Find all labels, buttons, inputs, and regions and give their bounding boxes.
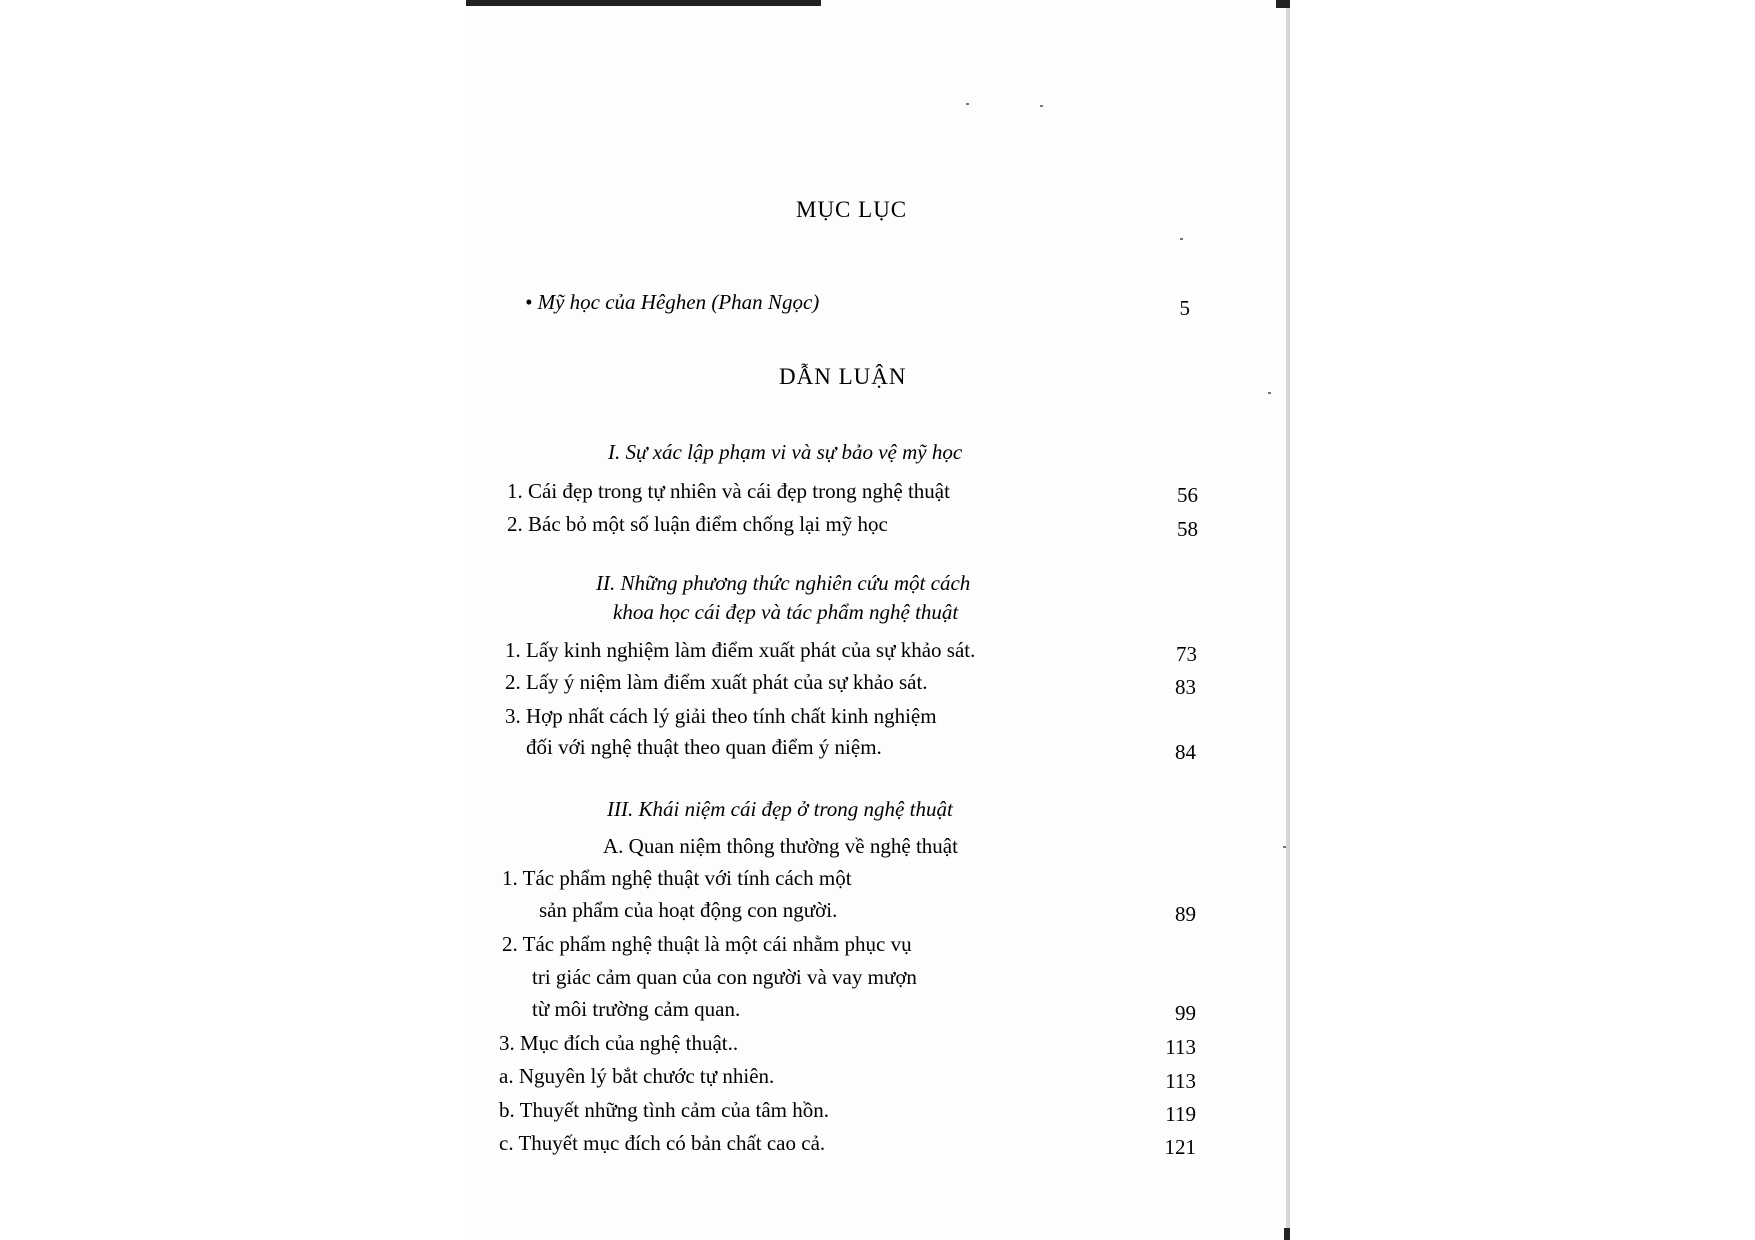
section-heading: khoa học cái đẹp và tác phẩm nghệ thuật [613, 600, 959, 624]
scan-speck [1180, 238, 1183, 240]
toc-entry: 2. Lấy ý niệm làm điểm xuất phát của sự khảo sát. [505, 670, 928, 694]
toc-page-number: 121 [1164, 1135, 1196, 1159]
toc-entry: 2. Tác phẩm nghệ thuật là một cái nhằm phục vụ [502, 932, 912, 956]
toc-entry-continuation: từ môi trường cảm quan. [532, 997, 741, 1021]
subsection-heading: A. Quan niệm thông thường về nghệ thuật [603, 834, 958, 858]
toc-page-number: 99 [1175, 1001, 1196, 1025]
toc-entry: 3. Hợp nhất cách lý giải theo tính chất kinh nghiệm [505, 704, 937, 728]
toc-entry: b. Thuyết những tình cảm của tâm hồn. [499, 1098, 830, 1122]
toc-page-number: 84 [1175, 740, 1196, 764]
toc-page-number: 113 [1165, 1069, 1196, 1093]
scan-speck [1283, 846, 1286, 848]
toc-entry: c. Thuyết mục đích có bản chất cao cả. [499, 1131, 826, 1155]
toc-intro-entry: • Mỹ học của Hêghen (Phan Ngọc) [525, 290, 820, 314]
part-title: DẪN LUẬN [779, 364, 907, 389]
toc-page-number: 73 [1176, 642, 1197, 666]
toc-page-number: 83 [1175, 675, 1196, 699]
page-top-shadow [466, 0, 821, 6]
toc-entry: 3. Mục đích của nghệ thuật.. [499, 1031, 739, 1055]
scan-speck [1268, 392, 1271, 394]
toc-entry-continuation: đối với nghệ thuật theo quan điểm ý niệm. [526, 735, 882, 759]
toc-entry: 1. Lấy kinh nghiệm làm điểm xuất phát của sự khảo sát. [505, 638, 976, 662]
toc-page-number: 119 [1165, 1102, 1196, 1126]
section-heading: II. Những phương thức nghiên cứu một cách [596, 571, 971, 595]
scan-speck [966, 103, 969, 105]
toc-page-number: 89 [1175, 902, 1196, 926]
toc-entry: 1. Cái đẹp trong tự nhiên và cái đẹp trong nghệ thuật [507, 479, 950, 503]
toc-entry: a. Nguyên lý bắt chước tự nhiên. [499, 1064, 775, 1088]
toc-intro-page: 5 [1179, 296, 1190, 320]
toc-entry-continuation: tri giác cảm quan của con người và vay mượn [532, 965, 917, 989]
page-right-edge-shadow [1284, 1228, 1290, 1240]
toc-entry: 1. Tác phẩm nghệ thuật với tính cách một [502, 866, 852, 890]
page-corner-shadow [1276, 0, 1290, 8]
toc-title: MỤC LỤC [796, 197, 908, 222]
toc-page-number: 58 [1177, 517, 1198, 541]
section-heading: III. Khái niệm cái đẹp ở trong nghệ thuật [607, 797, 953, 821]
toc-page-number: 56 [1177, 483, 1198, 507]
toc-page-number: 113 [1165, 1035, 1196, 1059]
toc-entry-continuation: sản phẩm của hoạt động con người. [539, 898, 838, 922]
section-heading: I. Sự xác lập phạm vi và sự bảo vệ mỹ học [608, 440, 963, 464]
toc-entry: 2. Bác bỏ một số luận điểm chống lại mỹ học [507, 512, 888, 536]
page-right-edge [1286, 8, 1290, 1240]
scan-speck [1040, 105, 1043, 107]
